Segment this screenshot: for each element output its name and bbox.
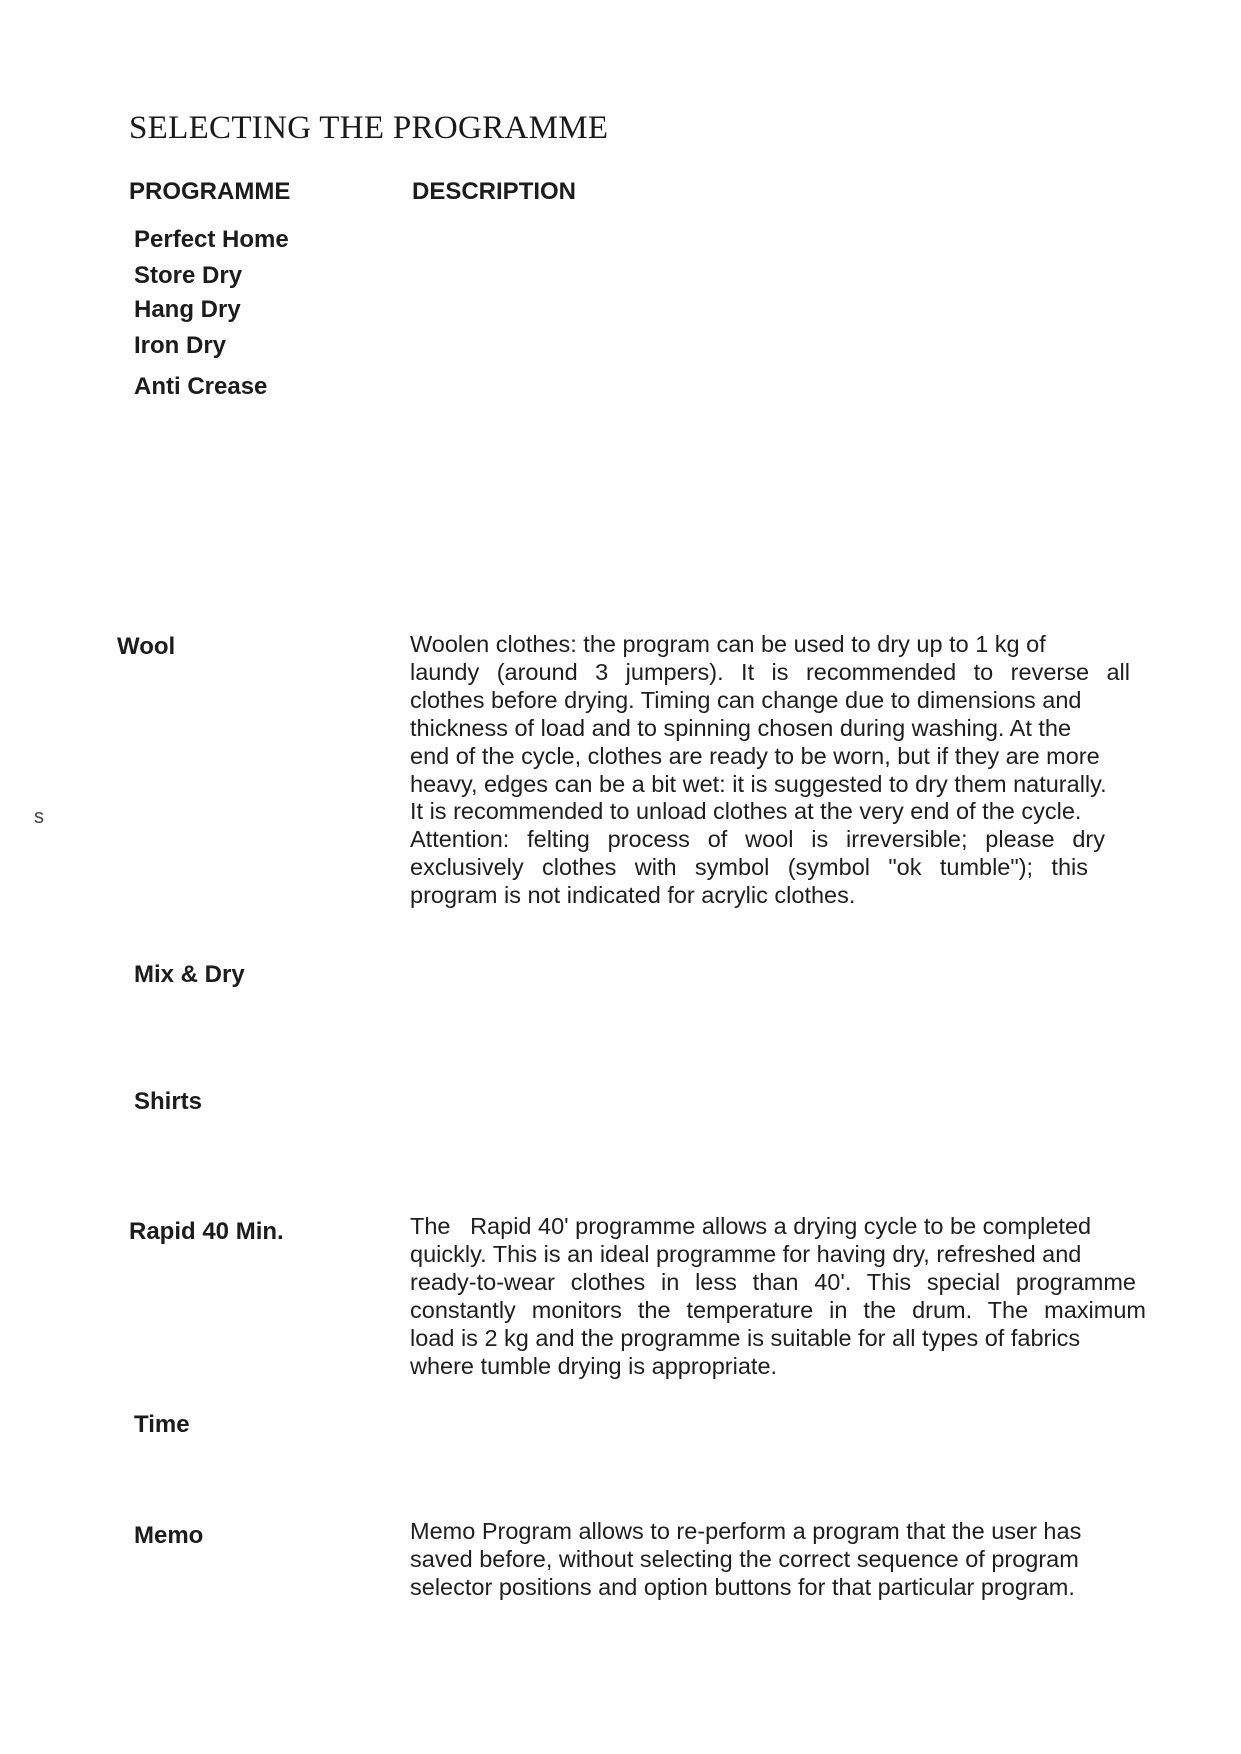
description-line: Attention: felting process of wool is irreversible; please dry [410, 826, 1105, 853]
description-line: exclusively clothes with symbol (symbol "ok tumble"); this [410, 854, 1088, 881]
programme-wool: Wool [117, 633, 176, 660]
programme-mix-and-dry: Mix & Dry [134, 961, 245, 988]
description-line: selector positions and option buttons for that particular program. [410, 1573, 1075, 1600]
description-line: program is not indicated for acrylic clothes. [410, 882, 856, 909]
programme-rapid-40-min: Rapid 40 Min. [129, 1218, 284, 1245]
programme-perfect-home: Perfect Home [134, 226, 289, 253]
description-line: It is recommended to unload clothes at the very end of the cycle. [410, 798, 1082, 825]
description-line: Woolen clothes: the program can be used to dry up to 1 kg of [410, 631, 1046, 657]
description-line: saved before, without selecting the correct sequence of program [410, 1545, 1079, 1572]
programme-hang-dry: Hang Dry [134, 296, 241, 323]
description-line: quickly. This is an ideal programme for having dry, refreshed and [410, 1240, 1082, 1267]
programme-iron-dry: Iron Dry [134, 332, 227, 359]
description-line: thickness of load and to spinning chosen during washing. At the [410, 714, 1072, 741]
description-line: The Rapid 40' programme allows a drying cycle to be completed [410, 1213, 1092, 1239]
description-line: clothes before drying. Timing can change due to dimensions and [410, 686, 1082, 713]
programme-column-header: PROGRAMME [129, 178, 291, 205]
description-line: Memo Program allows to re-perform a program that the user has [410, 1518, 1082, 1544]
description-line: laundy (around 3 jumpers). It is recommended to reverse all [410, 658, 1130, 685]
programme-store-dry: Store Dry [134, 262, 243, 289]
description-line: where tumble drying is appropriate. [410, 1352, 778, 1379]
programme-anti-crease: Anti Crease [134, 373, 268, 400]
page-title: SELECTING THE PROGRAMME [129, 110, 609, 146]
stray-character: ѕ [34, 806, 44, 828]
rapid-40-description [410, 1213, 1156, 1380]
programme-memo: Memo [134, 1522, 204, 1549]
description-line: heavy, edges can be a bit wet: it is suggested to dry them naturally. [410, 770, 1107, 797]
wool-description [410, 631, 1156, 910]
description-column-header: DESCRIPTION [412, 178, 577, 205]
description-line: end of the cycle, clothes are ready to be worn, but if they are more [410, 742, 1100, 769]
memo-description [410, 1518, 1156, 1602]
description-line: ready-to-wear clothes in less than 40'. This special programme [410, 1268, 1136, 1295]
programme-shirts: Shirts [134, 1088, 203, 1115]
description-line: constantly monitors the temperature in the drum. The maximum [410, 1296, 1146, 1323]
programme-time: Time [134, 1411, 190, 1438]
description-line: load is 2 kg and the programme is suitable for all types of fabrics [410, 1324, 1081, 1351]
